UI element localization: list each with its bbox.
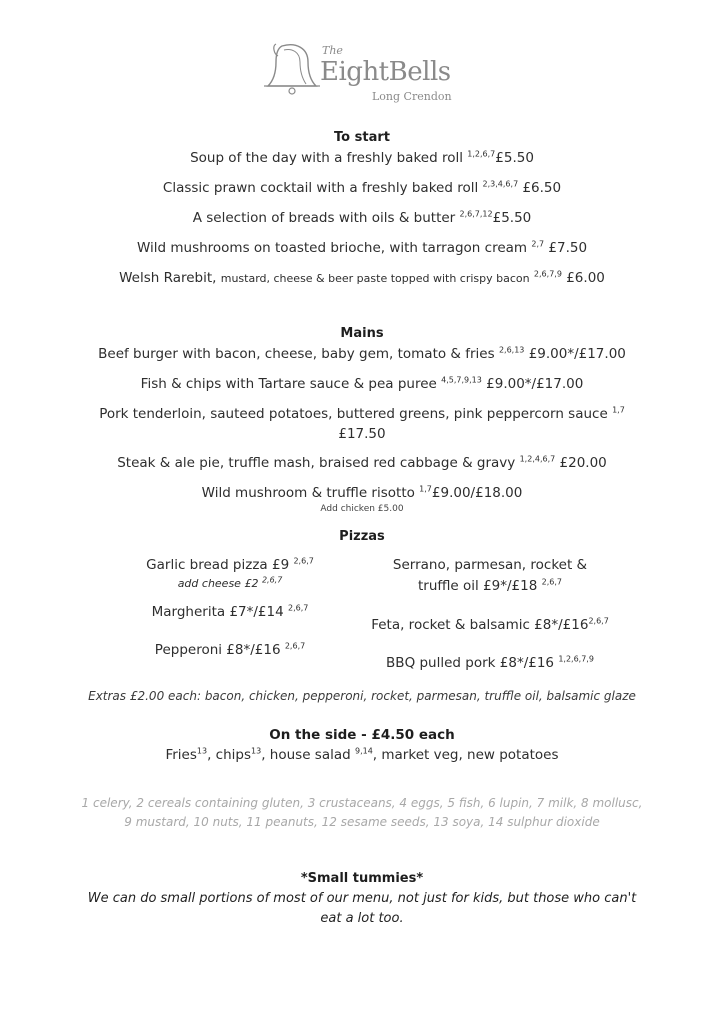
menu-item [0,406,724,422]
pizza-item [110,642,350,658]
item-price: £5.50 [495,150,534,166]
item-name: Feta, rocket & balsamic £8*/£16 [371,617,589,633]
side-allergens: 9,14 [354,746,373,756]
item-price: £17.50 [338,426,386,442]
logo [262,30,472,106]
item-allergens: 2,6,7,9 [533,269,562,279]
item-price: £20.00 [559,455,607,471]
item-allergens: 2,7 [531,239,545,249]
item-name: Wild mushroom & truffle risotto [201,485,415,501]
item-name: Soup of the day with a freshly baked roll [190,150,463,166]
item-price: £6.50 [522,180,562,196]
side-fries: Fries [165,747,197,763]
allergen-key: 1 celery, 2 cereals containing gluten, 3 crustaceans, 4 eggs, 5 fish, 6 lupin, 7 milk, 8 mollusc, 9 mustard, 10 nuts, 11 peanuts, 12 sesame seeds, 13 soya, 14 sulphur dioxide [81,796,643,829]
pizza-item [362,655,618,671]
logo-place: Long Crendon [372,90,452,103]
item-allergens: 2,6,7 [293,556,314,566]
item-name: Pork tenderloin, sauteed potatoes, buttered greens, pink peppercorn sauce [99,406,608,422]
section-heading-mains: Mains [340,326,384,341]
item-allergens: 4,5,7,9,13 [441,375,482,385]
menu-item [0,180,724,196]
pizza-item-sub [110,577,350,590]
side-allergens: 13 [196,746,208,756]
item-name: Serrano, parmesan, rocket & [392,557,588,573]
item-price: £5.50 [492,210,532,226]
item-name: Garlic bread pizza £9 [146,557,290,573]
menu-item [0,150,724,166]
item-name: Wild mushrooms on toasted brioche, with tarragon cream [136,240,528,256]
item-name: Steak & ale pie, truffle mash, braised red cabbage & gravy [117,455,516,471]
item-allergens: 1,2,6,7,9 [558,654,594,664]
item-detail: mustard, cheese & beer paste topped with crispy bacon [220,272,530,285]
item-price: £9.00/£18.00 [431,485,523,501]
pizza-extras: Extras £2.00 each: bacon, chicken, pepperoni, rocket, parmesan, truffle oil, balsamic glaze [88,689,636,703]
item-allergens: 2,6,13 [498,345,525,355]
menu-item [0,240,724,256]
item-allergens: 1,7 [419,484,432,494]
item-name-line2: truffle oil £9*/£18 [417,578,538,594]
item-sub: add cheese £2 [177,577,259,590]
item-name: Pepperoni £8*/£16 [154,642,281,658]
side-allergens: 13 [251,746,262,756]
item-price: £9.00*/£17.00 [486,376,584,392]
pizza-item [110,604,350,620]
side-salad: , house salad [261,747,351,763]
menu-item [0,210,724,226]
pizza-item [370,557,610,573]
logo-name: EightBells [320,57,451,87]
side-chips: , chips [207,747,252,763]
section-heading-pizzas: Pizzas [339,529,385,544]
small-tummies-heading: *Small tummies* [300,871,424,886]
item-allergens: 2,3,4,6,7 [482,179,519,189]
item-price: £7.50 [548,240,588,256]
logo-the: The [322,44,343,57]
item-name: Margherita £7*/£14 [151,604,284,620]
item-name: Fish & chips with Tartare sauce & pea puree [140,376,437,392]
pizza-item-line2 [370,578,610,594]
item-allergens: 2,6,7 [588,616,609,626]
item-price: £9.00*/£17.00 [528,346,626,362]
menu-item [0,270,724,286]
menu-item [0,455,724,471]
menu-item [0,485,724,501]
item-allergens: 1,2,4,6,7 [519,454,556,464]
item-name: Classic prawn cocktail with a freshly baked roll [162,180,479,196]
section-heading-sides: On the side - £4.50 each [269,727,455,743]
item-allergens: 2,6,7,12 [459,209,493,219]
menu-item [0,376,724,392]
item-allergens: 1,2,6,7 [467,149,496,159]
section-heading-starters: To start [334,130,390,145]
item-note: Add chicken £5.00 [320,504,404,514]
sides-list [0,747,724,763]
item-allergens: 2,6,7 [261,575,283,585]
item-name: Welsh Rarebit, [119,270,217,286]
side-rest: , market veg, new potatoes [372,747,559,763]
item-allergens: 2,6,7 [541,577,562,587]
small-tummies-body: We can do small portions of most of our menu, not just for kids, but those who can't eat a lot too. [87,891,637,926]
pizza-item [110,557,350,573]
item-name: BBQ pulled pork £8*/£16 [386,655,555,671]
bell-icon [262,36,320,96]
item-name: Beef burger with bacon, cheese, baby gem, tomato & fries [98,346,495,362]
item-name: A selection of breads with oils & butter [192,210,456,226]
menu-item-price-line [0,426,724,442]
item-allergens: 1,7 [612,405,625,415]
pizza-item [352,617,628,633]
menu-item [0,346,724,362]
item-allergens: 2,6,7 [288,603,309,613]
item-price: £6.00 [566,270,605,286]
item-allergens: 2,6,7 [284,641,306,651]
